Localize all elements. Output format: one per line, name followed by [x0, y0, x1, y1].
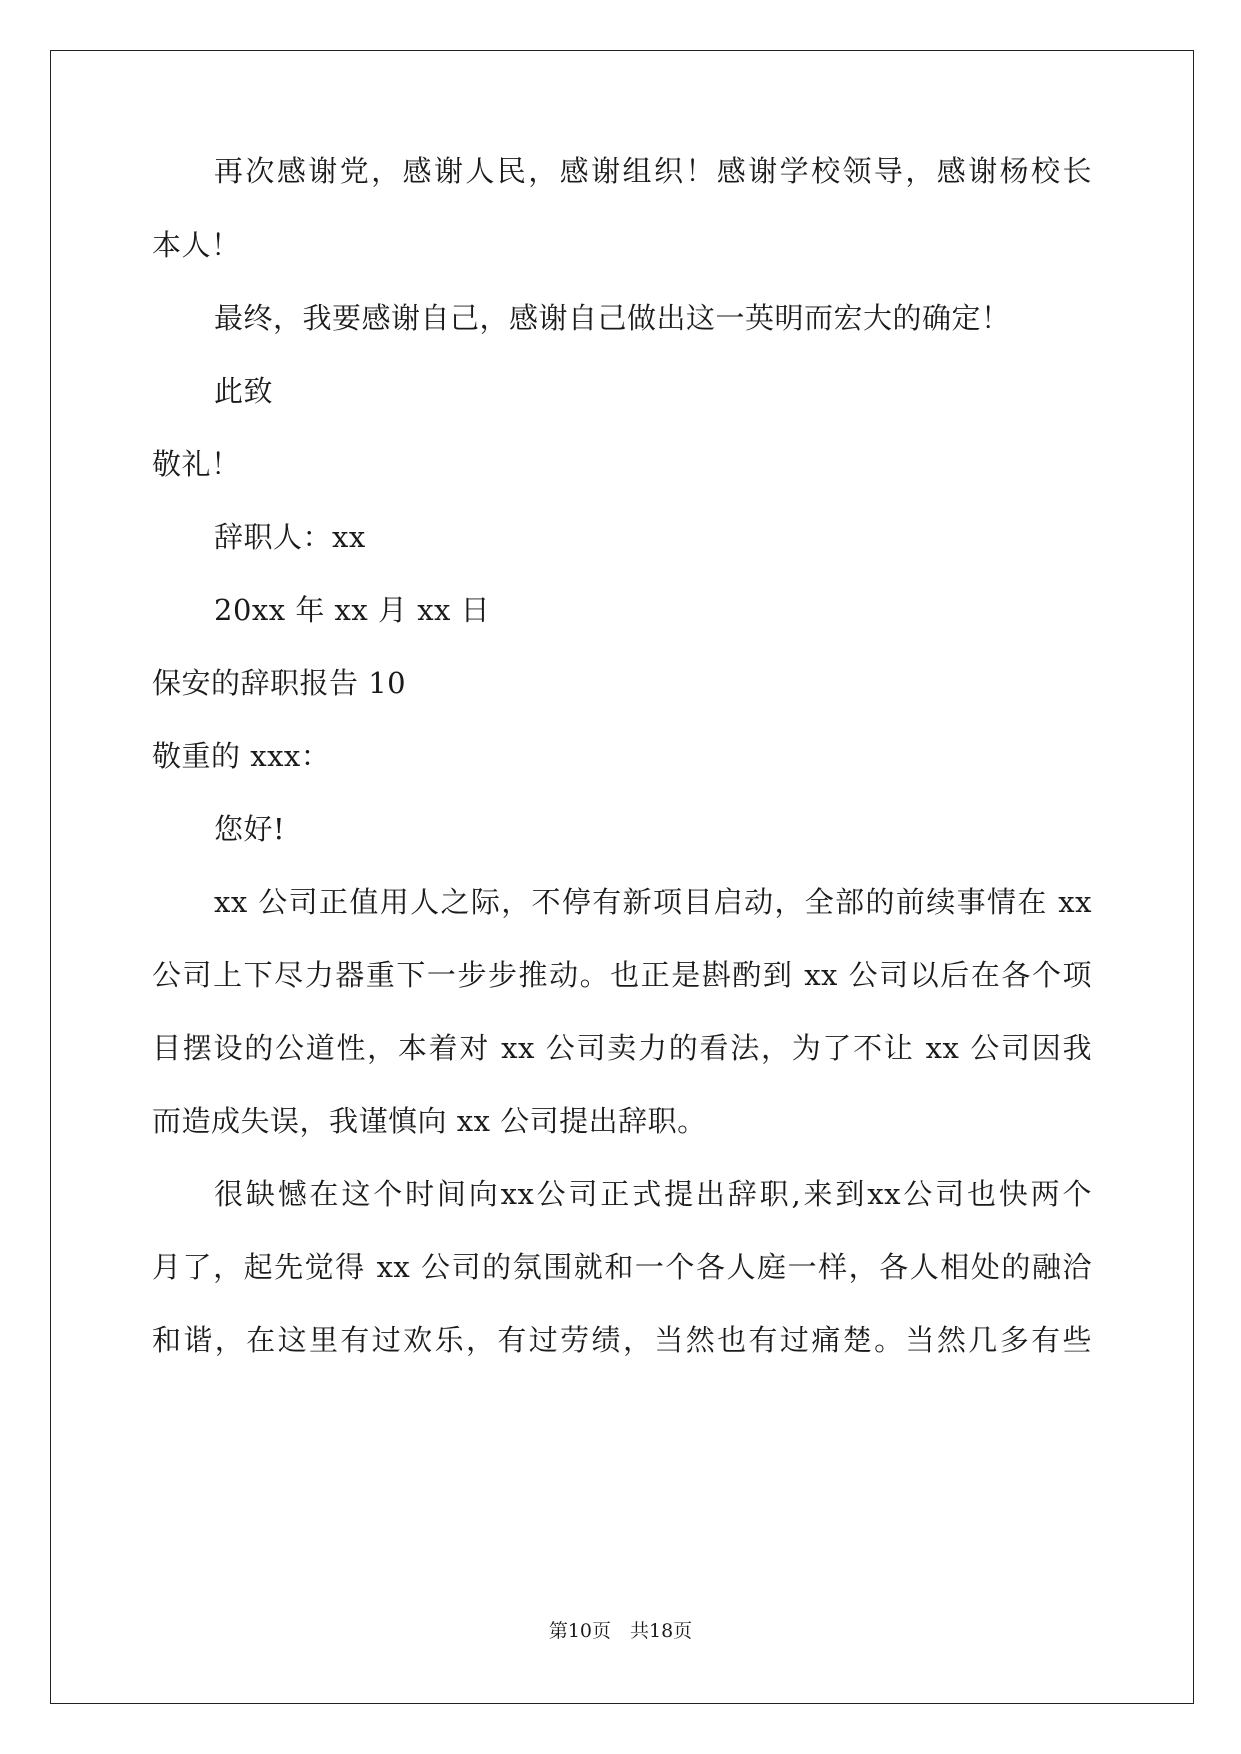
- page-number-footer: 第10页 共18页: [548, 1620, 693, 1642]
- paragraph-line: 本人！: [152, 228, 241, 262]
- salutation-line: 此致: [214, 374, 274, 408]
- salutation-line: 敬礼！: [152, 447, 241, 481]
- paragraph-line: 月了，起先觉得 xx 公司的氛围就和一个各人庭一样，各人相处的融洽: [152, 1250, 1092, 1284]
- recipient-line: 敬重的 xxx：: [152, 739, 331, 773]
- paragraph-line: 而造成失误，我谨慎向 xx 公司提出辞职。: [152, 1104, 707, 1138]
- paragraph-line: 公司上下尽力器重下一步步推动。也正是斟酌到 xx 公司以后在各个项: [152, 958, 1092, 992]
- paragraph-line: 再次感谢党，感谢人民，感谢组织！感谢学校领导，感谢杨校长: [214, 154, 1092, 188]
- paragraph-line: 很缺憾在这个时间向xx公司正式提出辞职,来到xx公司也快两个: [214, 1177, 1092, 1211]
- signature-line: 辞职人：xx: [214, 520, 366, 554]
- paragraph-line: 和谐，在这里有过欢乐，有过劳绩，当然也有过痛楚。当然几多有些: [152, 1323, 1092, 1357]
- date-line: 20xx 年 xx 月 xx 日: [214, 593, 491, 627]
- section-title: 保安的辞职报告 10: [152, 666, 407, 700]
- greeting-line: 您好!: [214, 812, 286, 846]
- paragraph-line: 最终，我要感谢自己，感谢自己做出这一英明而宏大的确定！: [214, 301, 1011, 335]
- paragraph-line: 目摆设的公道性，本着对 xx 公司卖力的看法，为了不让 xx 公司因我: [152, 1031, 1092, 1065]
- paragraph-line: xx 公司正值用人之际，不停有新项目启动，全部的前续事情在 xx: [214, 885, 1092, 919]
